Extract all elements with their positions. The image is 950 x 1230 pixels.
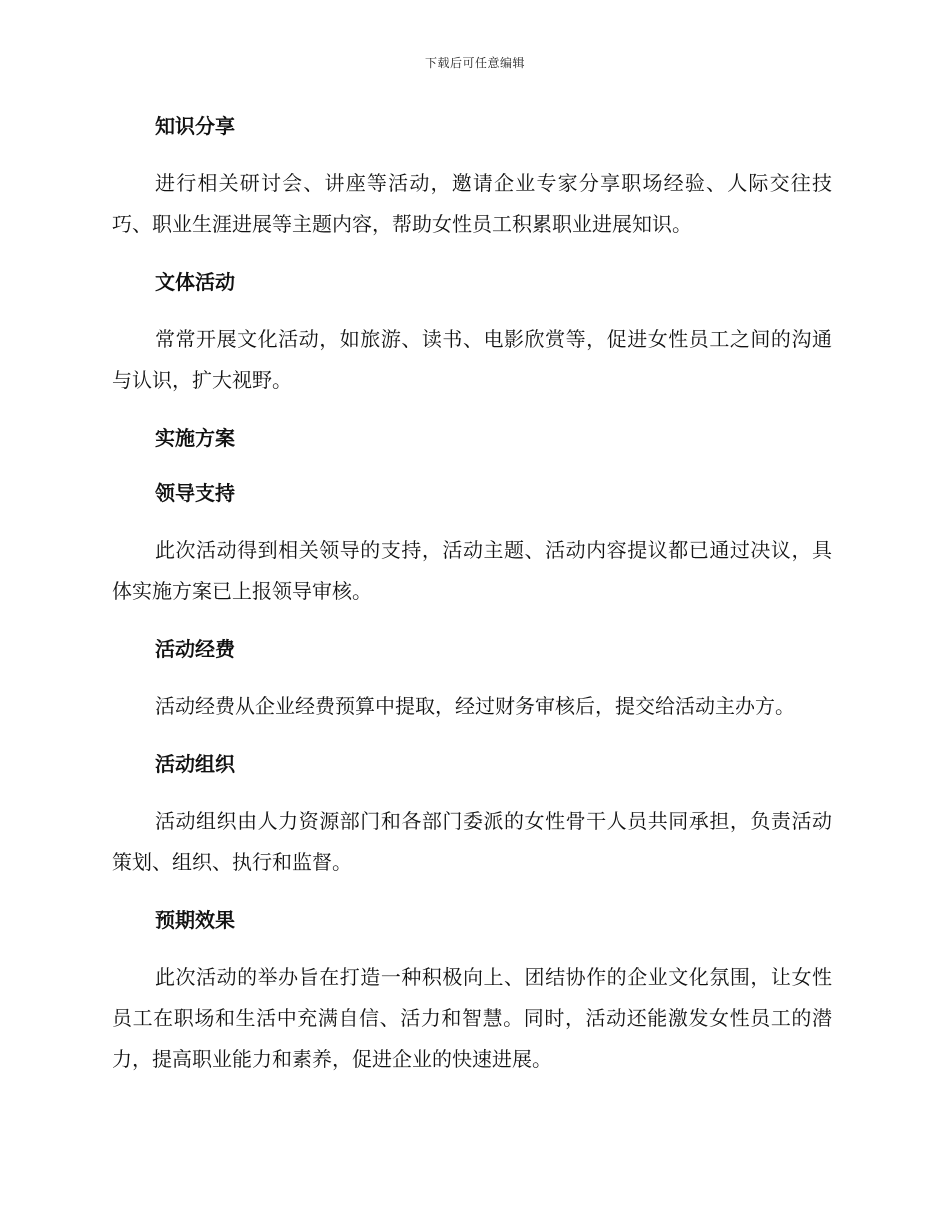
section-paragraph: 活动经费从企业经费预算中提取，经过财务审核后，提交给活动主办方。 (155, 694, 795, 718)
section-knowledge-sharing (112, 108, 832, 245)
section-paragraph: 常常开展文化活动，如旅游、读书、电影欣赏等，促进女性员工之间的沟通与认识，扩大视野。 (112, 327, 832, 392)
section-heading: 知识分享 (155, 114, 235, 138)
section-expected-results (112, 902, 832, 1080)
section-paragraph: 进行相关研讨会、讲座等活动，邀请企业专家分享职场经验、人际交往技巧、职业生涯进展等主题内容，帮助女性员工积累职业进展知识。 (112, 171, 832, 236)
section-heading: 活动经费 (155, 637, 235, 661)
section-cultural-sports (112, 264, 832, 401)
section-leadership-support (112, 475, 832, 612)
section-paragraph: 此次活动得到相关领导的支持，活动主题、活动内容提议都已通过决议，具体实施方案已上报领导审核。 (112, 538, 832, 603)
document-body (112, 108, 832, 1099)
section-heading: 预期效果 (155, 908, 235, 932)
page-header: 下载后可任意编辑 (424, 56, 525, 70)
section-heading: 实施方案 (155, 426, 235, 450)
section-activity-funding (112, 631, 832, 727)
section-heading: 文体活动 (155, 270, 235, 294)
section-paragraph: 此次活动的举办旨在打造一种积极向上、团结协作的企业文化氛围，让女性员工在职场和生活中充满自信、活力和智慧。同时，活动还能激发女性员工的潜力，提高职业能力和素养，促进企业的快速进展。 (112, 965, 832, 1071)
section-heading: 领导支持 (155, 481, 235, 505)
section-heading: 活动组织 (155, 752, 235, 776)
section-activity-organization (112, 746, 832, 883)
section-implementation-plan (112, 420, 832, 456)
section-paragraph: 活动组织由人力资源部门和各部门委派的女性骨干人员共同承担，负责活动策划、组织、执行和监督。 (112, 809, 832, 874)
